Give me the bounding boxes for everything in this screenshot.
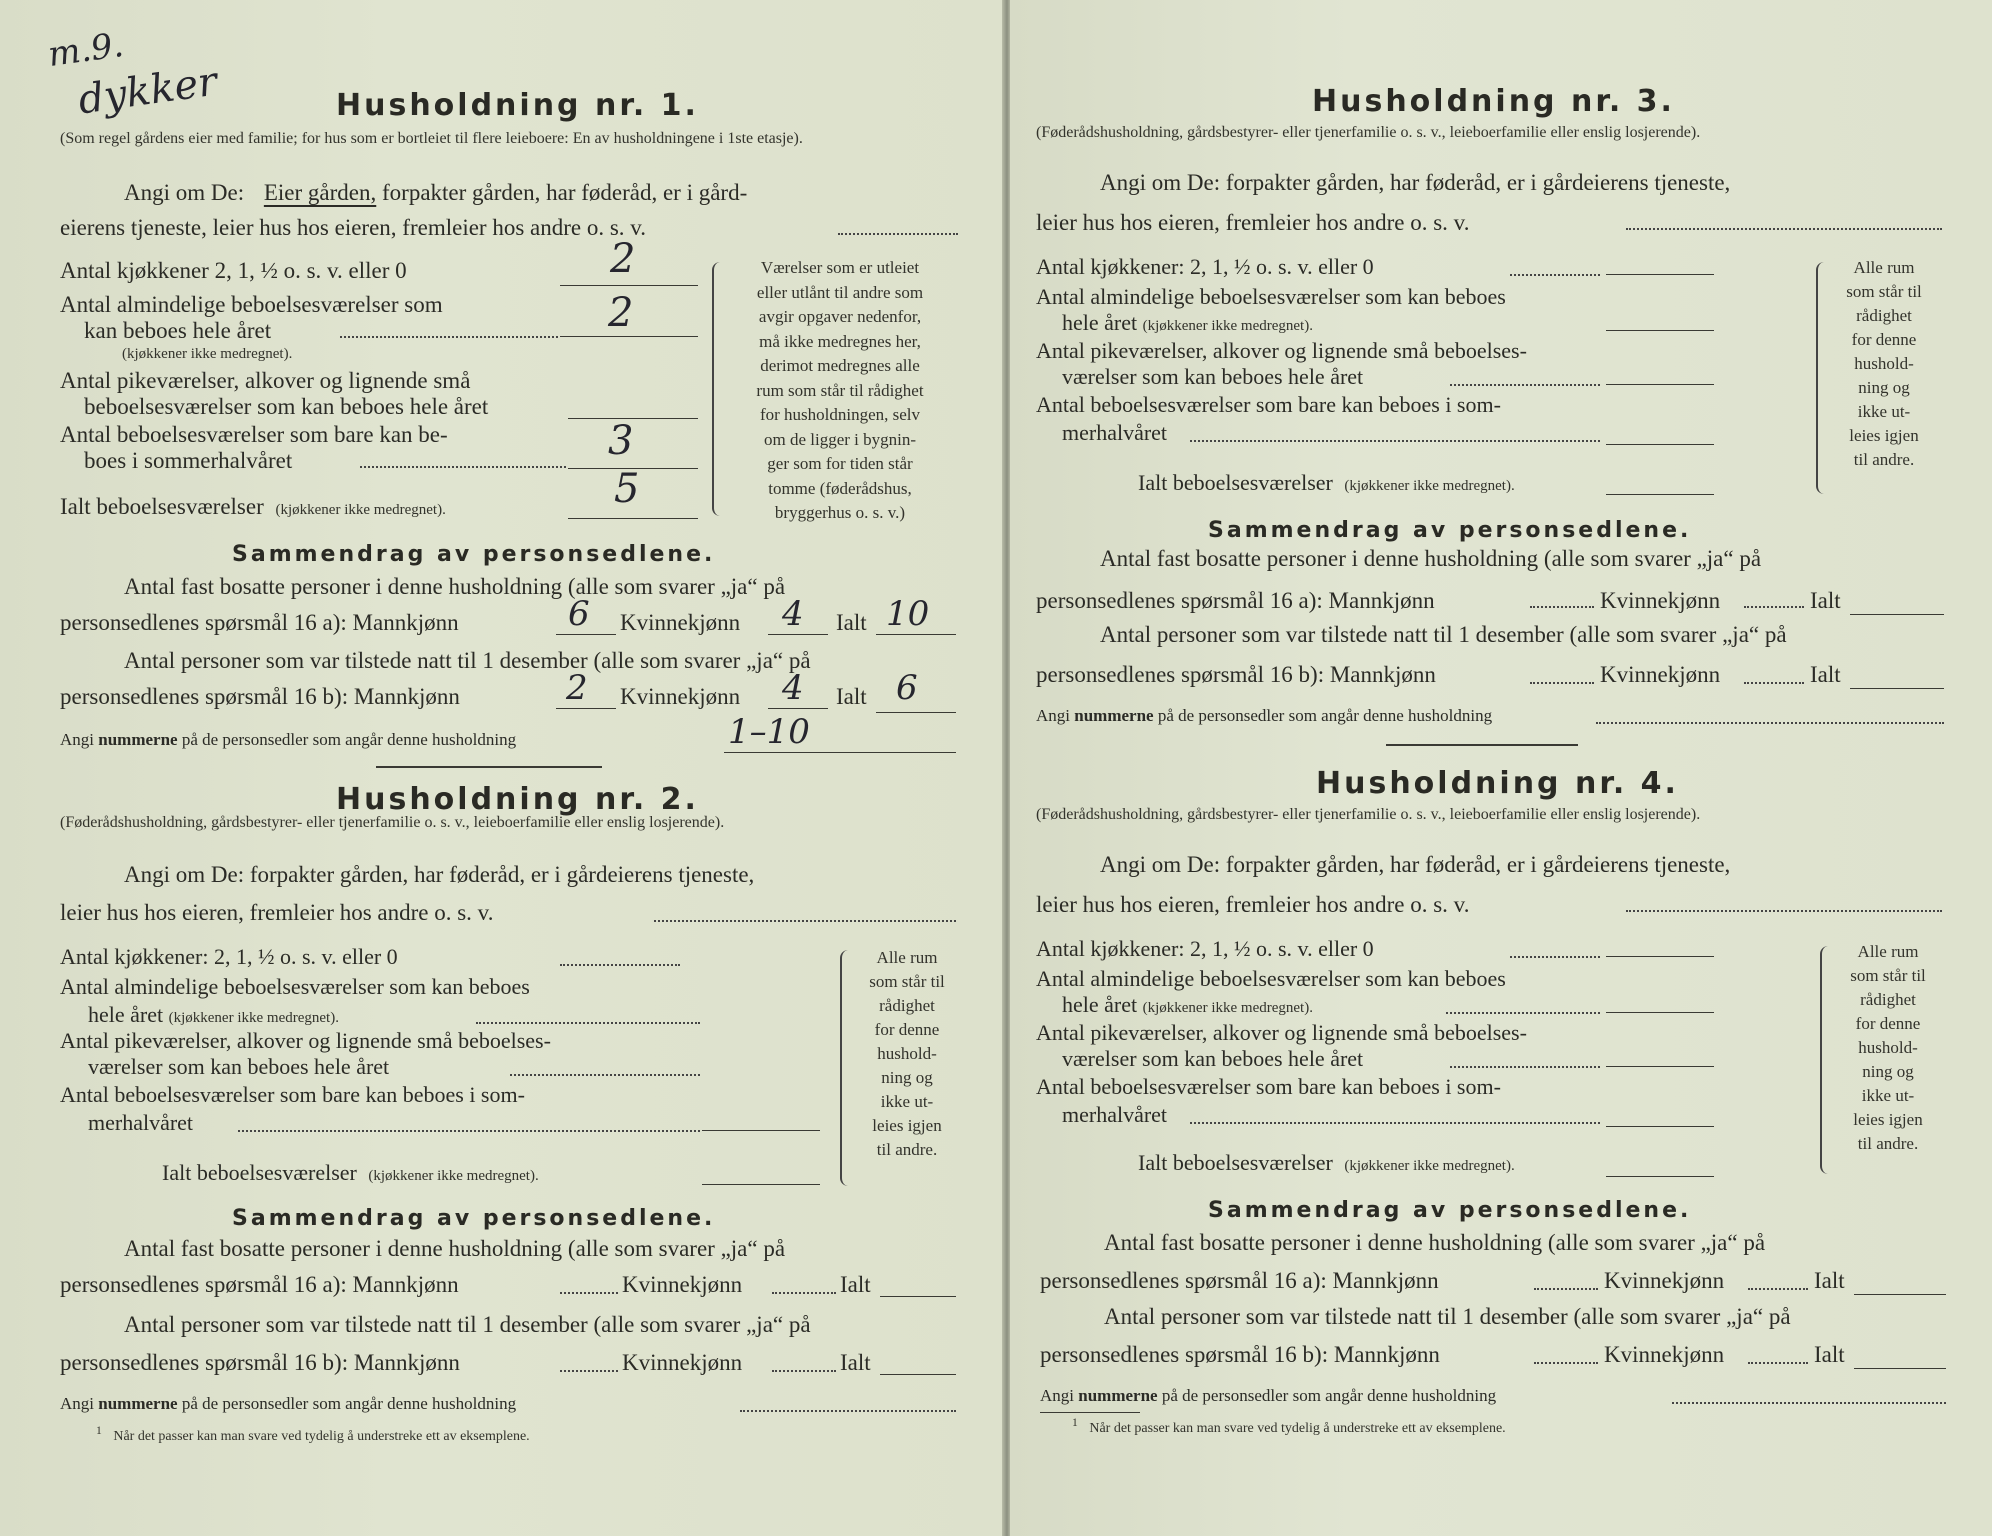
h4-rooms-dots xyxy=(1446,1012,1600,1014)
h4-side-line: for denne xyxy=(1855,1014,1921,1033)
h4-side-line: som står til xyxy=(1850,966,1926,985)
h3-num-label xyxy=(1036,706,1492,726)
h2-row-rooms-b xyxy=(88,1002,339,1028)
h3-sum-a-ialt: Ialt xyxy=(1810,588,1841,613)
h1-b-m-rule xyxy=(556,708,616,709)
h2-side-line: for denne xyxy=(874,1020,940,1039)
h4-b-t-rule xyxy=(1854,1368,1946,1369)
h2-side-note xyxy=(848,946,966,1162)
h4-sum-a-kv: Kvinnekjønn xyxy=(1604,1268,1725,1293)
h3-h4-separator xyxy=(1386,744,1578,746)
h1-a-mann-value: 6 xyxy=(568,594,590,634)
h2-summary-title: Sammendrag av personsedlene. xyxy=(232,1206,716,1231)
h2-num-bold: nummerne xyxy=(98,1394,178,1413)
h4-row-rooms-a: Antal almindelige beboelsesværelser som kan beboes xyxy=(1036,966,1506,991)
h3-row-pike-b: værelser som kan beboes hele året xyxy=(1062,364,1364,389)
h2-num-label xyxy=(60,1394,516,1414)
h4-num-post: på de personsedler som angår denne husholdning xyxy=(1161,1386,1497,1405)
h3-title: Husholdning nr. 3. xyxy=(1312,84,1675,119)
h1-side-line: tomme (føderådshus, xyxy=(768,478,912,498)
h2-a-m-dots xyxy=(560,1292,618,1294)
h1-b-kvinne-value: 4 xyxy=(782,668,804,708)
h1-sum-b-kv: Kvinnekjønn xyxy=(620,684,741,709)
h1-num-pre: Angi xyxy=(60,730,94,749)
h3-row-kitchens: Antal kjøkkener: 2, 1, ½ o. s. v. eller 0 xyxy=(1036,254,1374,279)
h1-b-k-rule xyxy=(768,708,828,709)
h4-angi-blank xyxy=(1626,910,1942,912)
h3-total-rule xyxy=(1606,494,1714,495)
h1-sum-b2: personsedlenes spørsmål 16 b): Mannkjønn xyxy=(60,684,460,709)
h4-rooms-b-text: hele året xyxy=(1062,992,1138,1017)
footnote-left xyxy=(96,1424,530,1445)
h2-sum-a-ialt: Ialt xyxy=(840,1272,871,1297)
h4-pike-rule xyxy=(1606,1066,1714,1067)
footnote-right xyxy=(1072,1416,1506,1437)
h2-side-line: ikke ut- xyxy=(880,1092,934,1111)
h2-rooms-c-text: (kjøkkener ikke medregnet). xyxy=(168,1010,339,1026)
h1-side-line: må ikke medregnes her, xyxy=(759,331,921,351)
h3-num-post: på de personsedler som angår denne husholdning xyxy=(1157,706,1493,725)
h3-side-line: til andre. xyxy=(1853,450,1915,469)
h4-summer-dots xyxy=(1190,1122,1600,1124)
h1-row-rooms-a: Antal almindelige beboelsesværelser som xyxy=(60,292,443,317)
h2-rooms-b-text: hele året xyxy=(88,1002,164,1027)
h1-kitchens-value: 2 xyxy=(610,236,636,282)
h1-row-rooms-b: kan beboes hele året xyxy=(84,318,272,343)
h3-summer-rule xyxy=(1606,444,1714,445)
h1-angi-line2: eierens tjeneste, leier hus hos eieren, fremleier hos andre o. s. v. xyxy=(60,215,647,240)
h2-b-m-dots xyxy=(560,1370,618,1372)
h2-row-summer-b: merhalvåret xyxy=(88,1110,194,1135)
h3-rooms-c-text: (kjøkkener ikke medregnet). xyxy=(1142,318,1313,334)
h1-side-line: for husholdningen, selv xyxy=(759,405,921,424)
h1-num-value: 1–10 xyxy=(728,712,810,752)
h4-side-line: leies igjen xyxy=(1853,1110,1923,1129)
h4-row-rooms-b xyxy=(1062,992,1313,1018)
h3-sum-b-ialt: Ialt xyxy=(1810,662,1841,687)
h1-total-value: 5 xyxy=(614,466,640,512)
h2-sum-b-ialt: Ialt xyxy=(840,1350,871,1375)
h3-sum-b2: personsedlenes spørsmål 16 b): Mannkjønn xyxy=(1036,662,1436,687)
h4-sum-b1: Antal personer som var tilstede natt til 1 desember (alle som svarer „ja“ på xyxy=(1104,1304,1791,1329)
h1-angi-choice: Eier gården, xyxy=(263,180,377,205)
h3-side-line: leies igjen xyxy=(1849,426,1919,445)
h1-side-line: ger som for tiden står xyxy=(767,454,913,473)
h1-a-kvinne-value: 4 xyxy=(782,594,804,634)
h4-b-m-dots xyxy=(1534,1362,1598,1364)
h2-num-pre: Angi xyxy=(60,1394,94,1413)
h2-side-line: rådighet xyxy=(879,996,935,1015)
h4-b-k-dots xyxy=(1748,1362,1808,1364)
h4-title: Husholdning nr. 4. xyxy=(1316,766,1679,801)
h3-side-line: Alle rum xyxy=(1853,258,1915,277)
h2-sum-a-kv: Kvinnekjønn xyxy=(622,1272,743,1297)
h1-a-ialt-value: 10 xyxy=(886,594,930,634)
h1-side-line: eller utlånt til andre som xyxy=(756,282,924,302)
h2-subtitle: (Føderådshusholdning, gårdsbestyrer- eller tjenerfamilie o. s. v., leieboerfamilie eller enslig losjerende). xyxy=(60,814,725,831)
h4-sum-a2: personsedlenes spørsmål 16 a): Mannkjønn xyxy=(1040,1268,1439,1293)
h1-sum-b-ialt: Ialt xyxy=(836,684,867,709)
h2-num-post: på de personsedler som angår denne husholdning xyxy=(181,1394,517,1413)
h1-row-rooms-c: (kjøkkener ikke medregnet). xyxy=(122,346,293,362)
h4-side-line: rådighet xyxy=(1860,990,1916,1009)
h2-a-k-dots xyxy=(772,1292,836,1294)
h1-a-k-rule xyxy=(768,634,828,635)
h3-angi-line2: leier hus hos eieren, fremleier hos andre o. s. v. xyxy=(1036,210,1470,235)
h1-num-rule xyxy=(724,752,956,753)
h2-row-kitchens: Antal kjøkkener: 2, 1, ½ o. s. v. eller 0 xyxy=(60,944,398,969)
h2-side-line: til andre. xyxy=(876,1140,938,1159)
h3-side-line: ning og xyxy=(1858,378,1910,397)
h1-b-mann-value: 2 xyxy=(566,668,588,708)
h1-num-label xyxy=(60,730,516,750)
h2-b-t-rule xyxy=(880,1374,956,1375)
h4-row-summer-a: Antal beboelsesværelser som bare kan beboes i som- xyxy=(1036,1074,1501,1099)
h3-rooms-b-text: hele året xyxy=(1062,310,1138,335)
h2-angi-line2: leier hus hos eieren, fremleier hos andre o. s. v. xyxy=(60,900,494,925)
h4-kitchens-rule xyxy=(1606,956,1714,957)
h2-side-line: hushold- xyxy=(877,1044,937,1063)
h3-pike-dots xyxy=(1450,384,1600,386)
h1-side-line: om de ligger i bygnin- xyxy=(763,429,917,449)
h4-summer-rule xyxy=(1606,1126,1714,1127)
h2-row-pike-b: værelser som kan beboes hele året xyxy=(88,1054,390,1079)
h1-row-pike-a: Antal pikeværelser, alkover og lignende små xyxy=(60,368,471,393)
h3-b-m-dots xyxy=(1530,682,1594,684)
h4-num-pre: Angi xyxy=(1040,1386,1074,1405)
h3-sum-b-kv: Kvinnekjønn xyxy=(1600,662,1721,687)
h4-subtitle: (Føderådshusholdning, gårdsbestyrer- eller tjenerfamilie o. s. v., leieboerfamilie eller enslig losjerende). xyxy=(1036,806,1701,823)
h1-side-line: avgir opgaver nedenfor, xyxy=(758,307,922,326)
h1-angi-rest: forpakter gården, har føderåd, er i gård- xyxy=(382,180,748,205)
h1-sum-a-kv: Kvinnekjønn xyxy=(620,610,741,635)
h4-sum-a1: Antal fast bosatte personer i denne husholdning (alle som svarer „ja“ på xyxy=(1104,1230,1766,1255)
h4-num-dots xyxy=(1672,1402,1946,1404)
h3-kitchens-dots xyxy=(1510,274,1600,276)
h4-row-pike-a: Antal pikeværelser, alkover og lignende små beboelses- xyxy=(1036,1020,1527,1045)
h3-subtitle: (Føderådshusholdning, gårdsbestyrer- eller tjenerfamilie o. s. v., leieboerfamilie eller enslig losjerende). xyxy=(1036,124,1701,141)
h4-a-k-dots xyxy=(1748,1288,1808,1290)
h4-angi-line2: leier hus hos eieren, fremleier hos andre o. s. v. xyxy=(1036,892,1470,917)
h4-angi-line1: Angi om De: forpakter gården, har føderåd, er i gårdeierens tjeneste, xyxy=(1100,852,1731,877)
h3-a-t-rule xyxy=(1850,614,1944,615)
h1-rooms-dots xyxy=(340,336,558,338)
h4-pike-dots xyxy=(1450,1066,1600,1068)
h1-sum-a1: Antal fast bosatte personer i denne husholdning (alle som svarer „ja“ på xyxy=(124,574,786,599)
h2-b-k-dots xyxy=(772,1370,836,1372)
h2-angi-blank xyxy=(654,920,956,922)
h1-side-line: rum som står til rådighet xyxy=(756,380,924,400)
h3-num-pre: Angi xyxy=(1036,706,1070,725)
h1-num-post: på de personsedler som angår denne husholdning xyxy=(181,730,517,749)
h4-row-total xyxy=(1138,1150,1515,1176)
h4-row-summer-b: merhalvåret xyxy=(1062,1102,1168,1127)
h1-side-line: Værelser som er utleiet xyxy=(760,258,920,277)
h4-row-kitchens: Antal kjøkkener: 2, 1, ½ o. s. v. eller 0 xyxy=(1036,936,1374,961)
h2-side-line: Alle rum xyxy=(876,948,938,967)
h2-row-rooms-a: Antal almindelige beboelsesværelser som kan beboes xyxy=(60,974,530,999)
h1-num-bold: nummerne xyxy=(98,730,178,749)
h1-angi-pre: Angi om De: xyxy=(124,180,245,205)
h2-total-rule xyxy=(702,1184,820,1185)
h1-sum-a-ialt: Ialt xyxy=(836,610,867,635)
h2-summer-rule xyxy=(702,1130,820,1131)
h1-title: Husholdning nr. 1. xyxy=(336,88,699,123)
h1-summer-value: 3 xyxy=(608,418,634,464)
h2-a-t-rule xyxy=(880,1296,956,1297)
h4-side-line: ikke ut- xyxy=(1861,1086,1915,1105)
h3-pike-rule xyxy=(1606,384,1714,385)
h3-side-line: rådighet xyxy=(1856,306,1912,325)
h4-side-note xyxy=(1828,940,1948,1156)
h2-side-line: som står til xyxy=(869,972,945,991)
footnote-right-text: Når det passer kan man svare ved tydelig å understreke ett av eksemplene. xyxy=(1089,1420,1506,1436)
h4-a-t-rule xyxy=(1854,1294,1946,1295)
h1-summer-dots xyxy=(360,466,566,468)
h2-kitchens-dots xyxy=(560,964,680,966)
h1-rooms-value: 2 xyxy=(608,290,634,336)
h3-angi-line1: Angi om De: forpakter gården, har føderåd, er i gårdeierens tjeneste, xyxy=(1100,170,1731,195)
h3-row-rooms-b xyxy=(1062,310,1313,336)
footnote-right-mark: 1 xyxy=(1072,1416,1078,1429)
h3-sum-a1: Antal fast bosatte personer i denne husholdning (alle som svarer „ja“ på xyxy=(1100,546,1762,571)
margin-note-line2: dykker xyxy=(75,58,221,124)
h2-title: Husholdning nr. 2. xyxy=(336,782,699,817)
h3-total-note: (kjøkkener ikke medregnet). xyxy=(1344,478,1515,494)
h3-a-m-dots xyxy=(1530,606,1594,608)
h1-angi-blank xyxy=(838,233,958,235)
h1-row-summer-b: boes i sommerhalvåret xyxy=(84,448,293,473)
h3-angi-blank xyxy=(1626,228,1942,230)
h3-sum-b1: Antal personer som var tilstede natt til 1 desember (alle som svarer „ja“ på xyxy=(1100,622,1787,647)
h3-num-dots xyxy=(1596,722,1944,724)
h4-num-label xyxy=(1040,1386,1496,1406)
h3-side-line: for denne xyxy=(1851,330,1917,349)
h2-rooms-dots xyxy=(476,1022,700,1024)
h4-side-line: ning og xyxy=(1862,1062,1914,1081)
h1-side-line: bryggerhus o. s. v.) xyxy=(774,503,906,522)
h1-total-label: Ialt beboelsesværelser xyxy=(60,494,264,519)
h1-a-t-rule xyxy=(876,634,956,635)
h1-total-rule xyxy=(568,518,698,519)
h2-row-summer-a: Antal beboelsesværelser som bare kan beboes i som- xyxy=(60,1082,525,1107)
h3-summary-title: Sammendrag av personsedlene. xyxy=(1208,518,1692,543)
h3-sum-a-kv: Kvinnekjønn xyxy=(1600,588,1721,613)
h1-row-kitchens: Antal kjøkkener 2, 1, ½ o. s. v. eller 0 xyxy=(60,258,407,283)
footnote-left-text: Når det passer kan man svare ved tydelig å understreke ett av eksemplene. xyxy=(113,1428,530,1444)
h3-side-line: hushold- xyxy=(1854,354,1914,373)
h4-num-bold: nummerne xyxy=(1078,1386,1158,1405)
h2-total-label: Ialt beboelsesværelser xyxy=(162,1160,357,1185)
h4-sum-b2: personsedlenes spørsmål 16 b): Mannkjønn xyxy=(1040,1342,1440,1367)
h1-a-m-rule xyxy=(556,634,616,635)
h1-side-note xyxy=(722,256,958,526)
h4-sum-b-kv: Kvinnekjønn xyxy=(1604,1342,1725,1367)
h3-b-k-dots xyxy=(1744,682,1804,684)
h4-num-underline xyxy=(1040,1412,1140,1413)
h1-row-summer-a: Antal beboelsesværelser som bare kan be- xyxy=(60,422,448,447)
h2-sum-b1: Antal personer som var tilstede natt til 1 desember (alle som svarer „ja“ på xyxy=(124,1312,811,1337)
h3-side-line: ikke ut- xyxy=(1857,402,1911,421)
h3-row-summer-b: merhalvåret xyxy=(1062,420,1168,445)
h2-summer-dots xyxy=(238,1130,700,1132)
h4-summary-title: Sammendrag av personsedlene. xyxy=(1208,1198,1692,1223)
h1-total-note: (kjøkkener ikke medregnet). xyxy=(275,502,446,518)
h3-a-k-dots xyxy=(1744,606,1804,608)
h4-rooms-c-text: (kjøkkener ikke medregnet). xyxy=(1142,1000,1313,1016)
h4-a-m-dots xyxy=(1534,1288,1598,1290)
h1-sum-a2: personsedlenes spørsmål 16 a): Mannkjønn xyxy=(60,610,459,635)
h2-sum-b2: personsedlenes spørsmål 16 b): Mannkjønn xyxy=(60,1350,460,1375)
h3-row-rooms-a: Antal almindelige beboelsesværelser som kan beboes xyxy=(1036,284,1506,309)
h3-row-total xyxy=(1138,470,1515,496)
h2-row-pike-a: Antal pikeværelser, alkover og lignende små beboelses- xyxy=(60,1028,551,1053)
h2-side-line: leies igjen xyxy=(872,1116,942,1135)
h1-b-ialt-value: 6 xyxy=(896,668,918,708)
h4-side-line: til andre. xyxy=(1857,1134,1919,1153)
h1-b-t-rule xyxy=(876,712,956,713)
h3-total-label: Ialt beboelsesværelser xyxy=(1138,470,1333,495)
h1-sum-b1: Antal personer som var tilstede natt til 1 desember (alle som svarer „ja“ på xyxy=(124,648,811,673)
h4-sum-a-ialt: Ialt xyxy=(1814,1268,1845,1293)
h4-total-label: Ialt beboelsesværelser xyxy=(1138,1150,1333,1175)
footnote-left-mark: 1 xyxy=(96,1424,102,1437)
h3-rooms-rule xyxy=(1606,330,1714,331)
h3-summer-dots xyxy=(1190,440,1600,442)
h4-row-pike-b: værelser som kan beboes hele året xyxy=(1062,1046,1364,1071)
h1-subtitle: (Som regel gårdens eier med familie; for hus som er bortleiet til flere leieboere: En av husholdningene i 1ste etasje). xyxy=(60,130,803,147)
h2-angi-line1: Angi om De: forpakter gården, har føderåd, er i gårdeierens tjeneste, xyxy=(124,862,755,887)
h4-side-line: Alle rum xyxy=(1857,942,1919,961)
h1-angi-line1 xyxy=(124,180,747,206)
h2-total-note: (kjøkkener ikke medregnet). xyxy=(368,1168,539,1184)
h4-sum-b-ialt: Ialt xyxy=(1814,1342,1845,1367)
h4-side-line: hushold- xyxy=(1858,1038,1918,1057)
h1-h2-separator xyxy=(376,766,602,768)
h4-total-rule xyxy=(1606,1176,1714,1177)
h2-pike-dots xyxy=(510,1074,700,1076)
h4-total-note: (kjøkkener ikke medregnet). xyxy=(1344,1158,1515,1174)
h2-num-dots xyxy=(740,1410,956,1412)
h3-num-bold: nummerne xyxy=(1074,706,1154,725)
h2-row-total xyxy=(162,1160,539,1186)
h3-row-pike-a: Antal pikeværelser, alkover og lignende små beboelses- xyxy=(1036,338,1527,363)
h3-side-line: som står til xyxy=(1846,282,1922,301)
h3-sum-a2: personsedlenes spørsmål 16 a): Mannkjønn xyxy=(1036,588,1435,613)
h4-kitchens-dots xyxy=(1510,956,1600,958)
right-page xyxy=(1010,0,1992,1536)
h1-kitchens-rule xyxy=(560,285,698,286)
h4-rooms-rule xyxy=(1606,1012,1714,1013)
h1-row-pike-b: beboelsesværelser som kan beboes hele året xyxy=(84,394,489,419)
h3-b-t-rule xyxy=(1850,688,1944,689)
h1-summary-title: Sammendrag av personsedlene. xyxy=(232,542,716,567)
h1-row-total xyxy=(60,494,446,520)
h2-sum-a1: Antal fast bosatte personer i denne husholdning (alle som svarer „ja“ på xyxy=(124,1236,786,1261)
h3-side-note xyxy=(1824,256,1944,472)
h3-kitchens-rule xyxy=(1606,274,1714,275)
h2-sum-b-kv: Kvinnekjønn xyxy=(622,1350,743,1375)
h1-rooms-rule xyxy=(560,336,698,337)
margin-note-line1: m.9. xyxy=(45,24,126,76)
h3-row-summer-a: Antal beboelsesværelser som bare kan beboes i som- xyxy=(1036,392,1501,417)
h1-side-line: derimot medregnes alle xyxy=(760,356,920,375)
h2-sum-a2: personsedlenes spørsmål 16 a): Mannkjønn xyxy=(60,1272,459,1297)
h2-side-line: ning og xyxy=(881,1068,933,1087)
